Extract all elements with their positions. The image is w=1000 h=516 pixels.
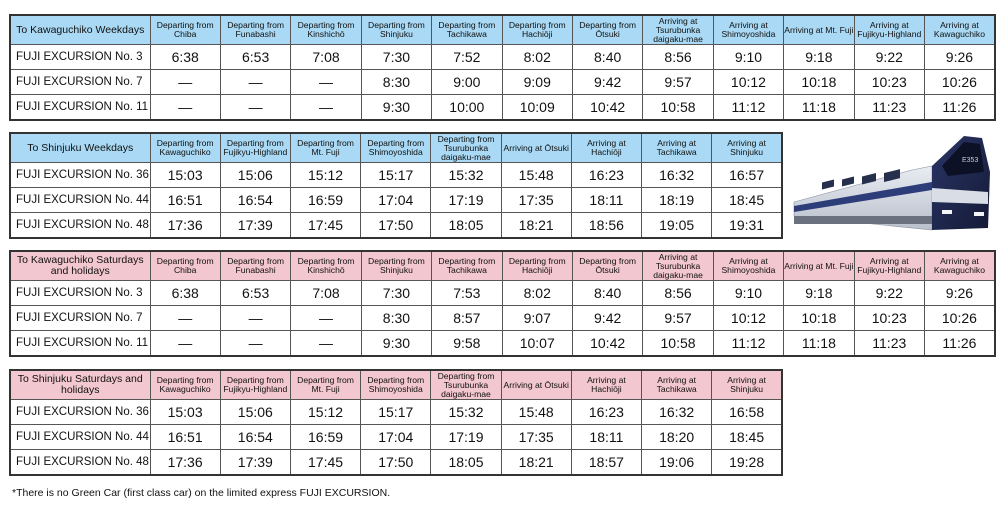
- table-row: [10, 331, 995, 357]
- time-cell: 16:51: [150, 425, 220, 450]
- station-header: Departing from Shinjuku: [361, 251, 431, 281]
- time-cell: 10:09: [502, 95, 572, 121]
- table-title: To Shinjuku Saturdays and holidays: [10, 370, 150, 400]
- train-name: FUJI EXCURSION No. 36: [10, 163, 150, 188]
- time-cell: 8:02: [502, 45, 572, 70]
- time-cell: 10:12: [713, 70, 783, 95]
- time-cell: 10:23: [854, 70, 924, 95]
- time-cell: 11:12: [713, 331, 783, 357]
- station-header: Arriving at Ōtsuki: [501, 370, 571, 400]
- station-header: Arriving at Shimoyoshida: [713, 251, 783, 281]
- time-cell: 8:02: [502, 281, 572, 306]
- station-header: Departing from Kawaguchiko: [150, 133, 220, 163]
- time-cell: 9:57: [643, 70, 713, 95]
- station-header: Departing from Shinjuku: [361, 15, 431, 45]
- time-cell: 17:39: [220, 450, 290, 476]
- time-cell: 16:23: [571, 400, 641, 425]
- time-cell: 16:23: [571, 163, 641, 188]
- time-cell: 11:23: [854, 331, 924, 357]
- time-cell: 9:22: [854, 45, 924, 70]
- header-row: [10, 251, 995, 281]
- station-header: Departing from Ōtsuki: [572, 15, 642, 45]
- station-header: Departing from Fujikyu-Highland: [220, 133, 290, 163]
- train-name: FUJI EXCURSION No. 7: [10, 306, 150, 331]
- table-row: [10, 450, 782, 476]
- table-title: To Kawaguchiko Saturdays and holidays: [10, 251, 150, 281]
- time-cell: 6:53: [220, 45, 290, 70]
- station-header: Arriving at Kawaguchiko: [924, 15, 994, 45]
- time-cell: —: [150, 306, 220, 331]
- station-header: Departing from Funabashi: [220, 15, 290, 45]
- time-cell: 8:56: [643, 45, 713, 70]
- weekday-to-shinjuku-table: [9, 132, 783, 239]
- station-header: Departing from Chiba: [150, 251, 220, 281]
- station-header: Arriving at Tachikawa: [642, 370, 712, 400]
- station-header: Departing from Chiba: [150, 15, 220, 45]
- time-cell: 18:21: [501, 213, 571, 239]
- train-name: FUJI EXCURSION No. 48: [10, 213, 150, 239]
- time-cell: 9:26: [924, 281, 994, 306]
- time-cell: 9:57: [643, 306, 713, 331]
- time-cell: 9:10: [713, 45, 783, 70]
- station-header: Departing from Hachiōji: [502, 251, 572, 281]
- time-cell: —: [291, 331, 361, 357]
- time-cell: 8:56: [643, 281, 713, 306]
- time-cell: 15:48: [501, 400, 571, 425]
- time-cell: 10:18: [784, 70, 854, 95]
- time-cell: 9:18: [784, 281, 854, 306]
- svg-text:E353: E353: [962, 157, 979, 164]
- header-row: [10, 15, 995, 45]
- time-cell: 17:04: [361, 425, 431, 450]
- station-header: Departing from Funabashi: [220, 251, 290, 281]
- station-header: Departing from Tsurubunka daigaku-mae: [431, 370, 501, 400]
- time-cell: 17:50: [361, 450, 431, 476]
- time-cell: 9:42: [572, 306, 642, 331]
- time-cell: 7:52: [432, 45, 502, 70]
- station-header: Departing from Kawaguchiko: [150, 370, 220, 400]
- station-header: Arriving at Shinjuku: [712, 133, 782, 163]
- time-cell: 16:57: [712, 163, 782, 188]
- time-cell: 18:56: [571, 213, 641, 239]
- time-cell: 18:11: [571, 425, 641, 450]
- time-cell: 17:50: [361, 213, 431, 239]
- station-header: Departing from Ōtsuki: [572, 251, 642, 281]
- station-header: Departing from Fujikyu-Highland: [220, 370, 290, 400]
- time-cell: 18:20: [642, 425, 712, 450]
- time-cell: —: [150, 95, 220, 121]
- time-cell: 19:28: [712, 450, 782, 476]
- time-cell: 6:53: [220, 281, 290, 306]
- time-cell: 9:18: [784, 45, 854, 70]
- time-cell: 16:58: [712, 400, 782, 425]
- time-cell: 7:30: [361, 281, 431, 306]
- time-cell: 11:12: [713, 95, 783, 121]
- time-cell: 8:30: [361, 70, 431, 95]
- table-row: [10, 306, 995, 331]
- time-cell: 18:05: [431, 213, 501, 239]
- time-cell: —: [220, 306, 290, 331]
- time-cell: 16:51: [150, 188, 220, 213]
- time-cell: 15:03: [150, 163, 220, 188]
- time-cell: —: [220, 95, 290, 121]
- time-cell: 7:30: [361, 45, 431, 70]
- holiday-to-kawaguchiko-table: [9, 250, 996, 357]
- train-name: FUJI EXCURSION No. 3: [10, 45, 150, 70]
- station-header: Departing from Shimoyoshida: [361, 133, 431, 163]
- station-header: Arriving at Mt. Fuji: [784, 15, 854, 45]
- time-cell: 9:26: [924, 45, 994, 70]
- time-cell: 10:26: [924, 70, 994, 95]
- time-cell: 11:26: [924, 95, 994, 121]
- time-cell: 17:36: [150, 213, 220, 239]
- time-cell: 9:58: [432, 331, 502, 357]
- time-cell: 8:40: [572, 45, 642, 70]
- table-row: [10, 45, 995, 70]
- train-name: FUJI EXCURSION No. 3: [10, 281, 150, 306]
- time-cell: 17:39: [220, 213, 290, 239]
- table-row: [10, 188, 782, 213]
- time-cell: 17:35: [501, 188, 571, 213]
- time-cell: 10:07: [502, 331, 572, 357]
- time-cell: 8:40: [572, 281, 642, 306]
- train-name: FUJI EXCURSION No. 11: [10, 95, 150, 121]
- table-row: [10, 425, 782, 450]
- time-cell: 7:53: [432, 281, 502, 306]
- train-name: FUJI EXCURSION No. 36: [10, 400, 150, 425]
- train-name: FUJI EXCURSION No. 48: [10, 450, 150, 476]
- time-cell: 19:05: [642, 213, 712, 239]
- station-header: Arriving at Fujikyu-Highland: [854, 15, 924, 45]
- station-header: Departing from Mt. Fuji: [290, 370, 360, 400]
- table-title: To Shinjuku Weekdays: [10, 133, 150, 163]
- time-cell: 19:31: [712, 213, 782, 239]
- time-cell: 6:38: [150, 281, 220, 306]
- time-cell: 18:19: [642, 188, 712, 213]
- time-cell: 15:32: [431, 163, 501, 188]
- time-cell: 9:22: [854, 281, 924, 306]
- time-cell: 10:42: [572, 331, 642, 357]
- train-name: FUJI EXCURSION No. 7: [10, 70, 150, 95]
- station-header: Arriving at Hachiōji: [571, 370, 641, 400]
- table-row: [10, 163, 782, 188]
- station-header: Arriving at Shimoyoshida: [713, 15, 783, 45]
- time-cell: 7:08: [291, 45, 361, 70]
- time-cell: —: [291, 95, 361, 121]
- station-header: Departing from Kinshichō: [291, 251, 361, 281]
- station-header: Departing from Kinshichō: [291, 15, 361, 45]
- time-cell: 17:36: [150, 450, 220, 476]
- time-cell: 10:58: [643, 95, 713, 121]
- station-header: Arriving at Ōtsuki: [501, 133, 571, 163]
- time-cell: 16:32: [642, 400, 712, 425]
- time-cell: 16:54: [220, 188, 290, 213]
- time-cell: 17:04: [361, 188, 431, 213]
- time-cell: 16:59: [290, 188, 360, 213]
- time-cell: 10:23: [854, 306, 924, 331]
- table-row: [10, 70, 995, 95]
- train-photo: [792, 132, 992, 232]
- time-cell: 16:54: [220, 425, 290, 450]
- time-cell: 9:07: [502, 306, 572, 331]
- time-cell: 9:10: [713, 281, 783, 306]
- time-cell: —: [150, 70, 220, 95]
- time-cell: 17:45: [290, 213, 360, 239]
- station-header: Arriving at Mt. Fuji: [784, 251, 854, 281]
- time-cell: 9:00: [432, 70, 502, 95]
- train-name: FUJI EXCURSION No. 44: [10, 425, 150, 450]
- time-cell: 10:00: [432, 95, 502, 121]
- time-cell: —: [291, 70, 361, 95]
- time-cell: 9:30: [361, 95, 431, 121]
- train-name: FUJI EXCURSION No. 11: [10, 331, 150, 357]
- time-cell: 15:12: [290, 163, 360, 188]
- time-cell: 6:38: [150, 45, 220, 70]
- station-header: Arriving at Hachiōji: [571, 133, 641, 163]
- time-cell: 19:06: [642, 450, 712, 476]
- header-row: [10, 133, 782, 163]
- station-header: Departing from Shimoyoshida: [361, 370, 431, 400]
- table-row: [10, 95, 995, 121]
- time-cell: —: [220, 70, 290, 95]
- time-cell: 11:18: [784, 95, 854, 121]
- station-header: Departing from Mt. Fuji: [290, 133, 360, 163]
- time-cell: 11:18: [784, 331, 854, 357]
- time-cell: 16:32: [642, 163, 712, 188]
- time-cell: 10:26: [924, 306, 994, 331]
- time-cell: 16:59: [290, 425, 360, 450]
- time-cell: 10:12: [713, 306, 783, 331]
- header-row: [10, 370, 782, 400]
- time-cell: 18:21: [501, 450, 571, 476]
- time-cell: 15:32: [431, 400, 501, 425]
- table-row: [10, 213, 782, 239]
- footnote: *There is no Green Car (first class car) on the limited express FUJI EXCURSION.: [12, 487, 391, 499]
- time-cell: 11:26: [924, 331, 994, 357]
- time-cell: —: [291, 306, 361, 331]
- time-cell: 17:45: [290, 450, 360, 476]
- time-cell: 10:42: [572, 95, 642, 121]
- time-cell: 7:08: [291, 281, 361, 306]
- time-cell: 11:23: [854, 95, 924, 121]
- station-header: Arriving at Shinjuku: [712, 370, 782, 400]
- time-cell: 18:05: [431, 450, 501, 476]
- time-cell: 8:30: [361, 306, 431, 331]
- holiday-to-shinjuku-table: [9, 369, 783, 476]
- time-cell: 17:19: [431, 188, 501, 213]
- time-cell: 9:09: [502, 70, 572, 95]
- time-cell: 10:58: [643, 331, 713, 357]
- station-header: Departing from Hachiōji: [502, 15, 572, 45]
- time-cell: 15:12: [290, 400, 360, 425]
- table-title: To Kawaguchiko Weekdays: [10, 15, 150, 45]
- time-cell: 17:35: [501, 425, 571, 450]
- time-cell: 17:19: [431, 425, 501, 450]
- time-cell: 18:11: [571, 188, 641, 213]
- time-cell: 15:17: [361, 400, 431, 425]
- weekday-to-kawaguchiko-table: [9, 14, 996, 121]
- station-header: Departing from Tachikawa: [432, 251, 502, 281]
- time-cell: 15:03: [150, 400, 220, 425]
- station-header: Arriving at Tachikawa: [642, 133, 712, 163]
- time-cell: 15:17: [361, 163, 431, 188]
- time-cell: 15:48: [501, 163, 571, 188]
- station-header: Arriving at Tsurubunka daigaku-mae: [643, 15, 713, 45]
- time-cell: —: [220, 331, 290, 357]
- table-row: [10, 400, 782, 425]
- station-header: Departing from Tachikawa: [432, 15, 502, 45]
- station-header: Arriving at Kawaguchiko: [924, 251, 994, 281]
- train-name: FUJI EXCURSION No. 44: [10, 188, 150, 213]
- time-cell: 15:06: [220, 400, 290, 425]
- time-cell: 9:30: [361, 331, 431, 357]
- time-cell: 10:18: [784, 306, 854, 331]
- table-row: [10, 281, 995, 306]
- station-header: Arriving at Fujikyu-Highland: [854, 251, 924, 281]
- time-cell: 8:57: [432, 306, 502, 331]
- time-cell: 15:06: [220, 163, 290, 188]
- time-cell: —: [150, 331, 220, 357]
- time-cell: 18:45: [712, 425, 782, 450]
- station-header: Arriving at Tsurubunka daigaku-mae: [643, 251, 713, 281]
- time-cell: 18:57: [571, 450, 641, 476]
- time-cell: 18:45: [712, 188, 782, 213]
- station-header: Departing from Tsurubunka daigaku-mae: [431, 133, 501, 163]
- time-cell: 9:42: [572, 70, 642, 95]
